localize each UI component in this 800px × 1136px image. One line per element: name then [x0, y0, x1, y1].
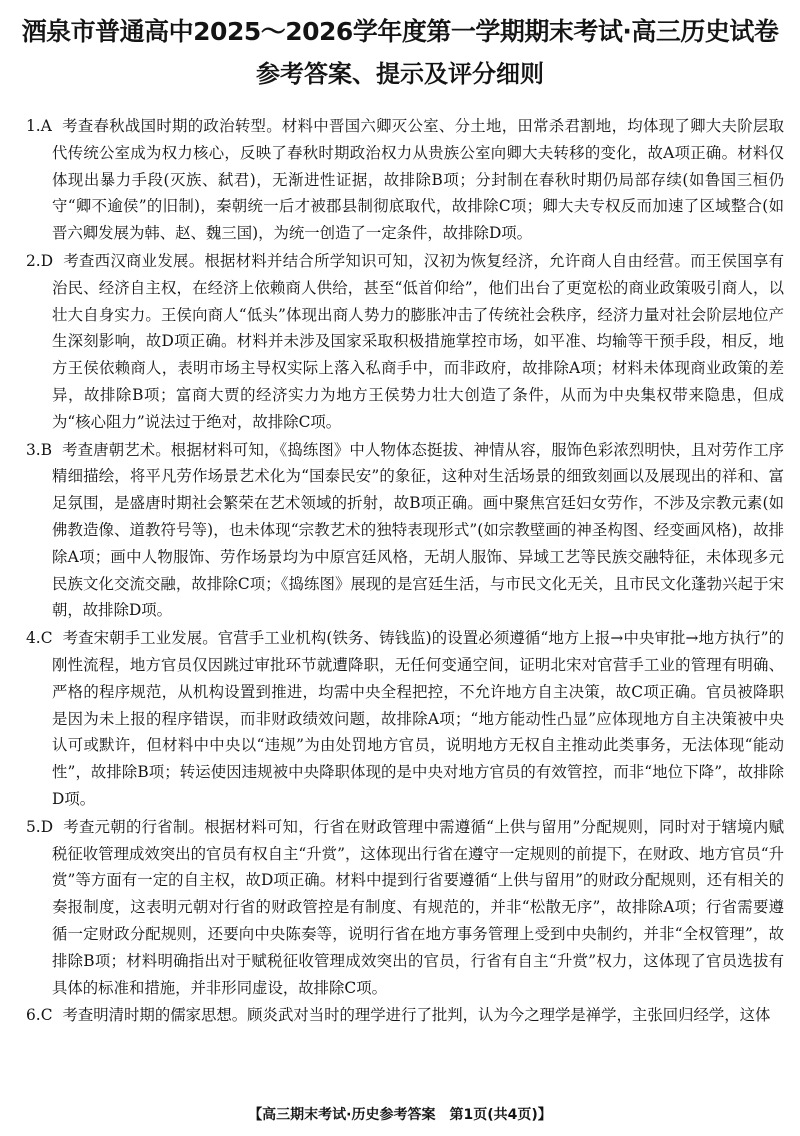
answer-number: 5. — [26, 817, 41, 836]
answer-key-letter: A — [40, 117, 52, 135]
answer-explanation: 考查元朝的行省制。根据材料可知，行省在财政管理中需遵循“上供与留用”分配规则，同时对于辖境内赋税征收管理成效突出的官员有权自主“升赏”，这体现出行省在遵守一定规则的前提下，在财政、地方官员“升赏”等方面有一定的自主权，故D项正确。材料中提到行省要遵循“上供与留用”的财政分配规则，还有相关的奏报制度，这表明元朝对行省的财政管控是有制度、有规范的，并非“松散无序”，故排除A项；行省需要遵循一定财政分配规则，还要向中央陈奏等，说明行省在地方事务管理上受到中央制约，并非“全权管理”，故排除B项；材料明确指出对于赋税征收管理成效突出的官员，行省有自主“升赏”权力，这体现了官员选拔有具体的标准和措施，并非形同虚设，故排除C项。 — [52, 817, 784, 997]
answer-number: 6. — [26, 1006, 41, 1025]
answer-key-letter: C — [40, 629, 53, 648]
answer-key-letter: D — [40, 251, 54, 270]
answer-number: 4. — [26, 629, 41, 648]
answer-key-letter: D — [40, 817, 54, 836]
answer-item-1 — [26, 113, 784, 247]
answer-explanation: 考查西汉商业发展。根据材料并结合所学知识可知，汉初为恢复经济，允许商人自由经营。而王侯国享有治民、经济自主权，在经济上依赖商人供给，甚至“低首仰给”，他们出台了更宽松的商业政策吸引商人，以壮大自身实力。王侯向商人“低头”体现出商人势力的膨胀冲击了传统社会秩序，经济力量对社会阶层地位产生深刻影响，故D项正确。材料并未涉及国家采取积极措施掌控市场，如平准、均输等干预手段，相反，地方王侯依赖商人，表明市场主导权实际上落入私商手中，而非政府，故排除A项；材料未体现商业政策的差异，故排除B项；富商大贾的经济实力为地方王侯势力壮大创造了条件，从而为中央集权带来隐患，但成为“核心阻力”说法过于绝对，故排除C项。 — [52, 251, 784, 431]
answer-explanation: 考查春秋战国时期的政治转型。材料中晋国六卿灭公室、分土地，田常杀君割地，均体现了卿大夫阶层取代传统公室成为权力核心，反映了春秋时期政治权力从贵族公室向卿大夫转移的变化，故A项正确。材料仅体现出暴力手段(灭族、弑君)，无渐进性证据，故排除B项；分封制在春秋时期仍局部存续(如鲁国三桓仍守“卿不逾侯”的旧制)，秦朝统一后才被郡县制彻底取代，故排除C项；卿大夫专权反而加速了区域整合(如晋六卿发展为韩、赵、魏三国)，为统一创造了一定条件，故排除D项。 — [52, 117, 784, 243]
answer-item-5 — [26, 814, 784, 1002]
answer-key-letter: B — [40, 440, 52, 459]
answer-explanation: 考查唐朝艺术。根据材料可知，《捣练图》中人物体态挺拔、神情从容，服饰色彩浓烈明快，且对劳作工序精细描绘，将平凡劳作场景艺术化为“国泰民安”的象征，这种对生活场景的细致刻画以及展现出的祥和、富足氛围，是盛唐时期社会繁荣在艺术领域的折射，故B项正确。画中聚焦宫廷妇女劳作，不涉及宗教元素(如佛教造像、道教符号等)，也未体现“宗教艺术的独特表现形式”(如宗教壁画的神圣构图、经变画风格)，故排除A项；画中人物服饰、劳作场景均为中原宫廷风格，无胡人服饰、异域工艺等民族交融特征，未体现多元民族文化交流交融，故排除C项；《捣练图》展现的是宫廷生活，与市民文化无关，且市民文化蓬勃兴起于宋朝，故排除D项。 — [52, 440, 784, 620]
answer-explanation: 考查明清时期的儒家思想。顾炎武对当时的理学进行了批判，认为今之理学是禅学，主张回归经学，这体 — [62, 1006, 771, 1025]
answer-item-3 — [26, 437, 784, 625]
answer-item-2 — [26, 248, 784, 436]
answer-number: 1. — [26, 117, 41, 135]
page-title: 酒泉市普通高中2025～2026学年度第一学期期末考试·高三历史试卷 — [21, 17, 779, 46]
answer-number: 2. — [26, 251, 41, 270]
answer-item-6 — [26, 1002, 784, 1029]
answer-item-4 — [26, 625, 784, 813]
page-footer: 【高三期末考试·历史参考答案 第1页(共4页)】 — [248, 1107, 552, 1123]
answer-number: 3. — [26, 440, 41, 459]
answer-list — [26, 113, 784, 1030]
answer-explanation: 考查宋朝手工业发展。官营手工业机构(铁务、铸钱监)的设置必须遵循“地方上报→中央审批→地方执行”的刚性流程，地方官员仅因跳过审批环节就遭降职，无任何变通空间，证明北宋对官营手工业的管理有明确、严格的程序规范，从机构设置到推进，均需中央全程把控，不允许地方自主决策，故C项正确。官员被降职是因为未上报的程序错误，而非财政绩效问题，故排除A项；“地方能动性凸显”应体现地方自主决策被中央认可或默许，但材料中中央以“违规”为由处罚地方官员，说明地方无权自主推动此类事务，无法体现“能动性”，故排除B项；转运使因违规被中央降职体现的是中央对地方官员的有效管控，而非“地位下降”，故排除D项。 — [52, 629, 784, 808]
page-subtitle: 参考答案、提示及评分细则 — [256, 60, 544, 88]
answer-key-letter: C — [40, 1006, 53, 1025]
